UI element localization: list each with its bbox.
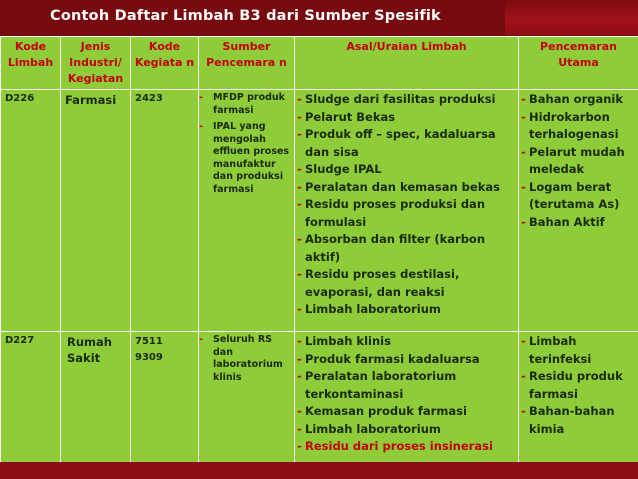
- row-asal: [295, 332, 519, 466]
- pencemaran-list: [519, 90, 638, 231]
- list-item: - Residu proses produksi dan formulasi: [297, 196, 514, 231]
- list-item: - Bahan organik: [521, 91, 635, 109]
- page-title: Contoh Daftar Limbah B3 dari Sumber Spesifik: [50, 8, 441, 24]
- list-item: - Pelarut mudah meledak: [521, 144, 635, 179]
- header-pencemaran-utama: Pencemaran Utama: [519, 37, 638, 90]
- title-bar: [0, 0, 638, 36]
- header-sumber-pencemaran: Sumber Pencemara n: [199, 37, 295, 90]
- list-item: - Peralatan laboratorium terkontaminasi: [297, 368, 514, 403]
- sumber-list: [199, 90, 294, 196]
- header-jenis-industri: Jenis Industri/ Kegiatan: [61, 37, 131, 90]
- list-item: - Produk off – spec, kadaluarsa dan sisa: [297, 126, 514, 161]
- table-row: [1, 90, 638, 332]
- list-item: - Limbah laboratorium: [297, 301, 514, 319]
- list-item: - Hidrokarbon terhalogenasi: [521, 109, 635, 144]
- list-item: - Limbah laboratorium: [297, 421, 514, 439]
- list-item: - Seluruh RS dan laboratorium klinis: [199, 334, 292, 384]
- sumber-list: [199, 332, 294, 384]
- list-item: - Limbah klinis: [297, 333, 514, 351]
- list-item: - Pelarut Bekas: [297, 109, 514, 127]
- list-item: - Sludge IPAL: [297, 161, 514, 179]
- waste-table-container: [0, 36, 638, 462]
- list-item: - IPAL yang mengolah effluen proses manufaktur dan produksi farmasi: [199, 121, 292, 196]
- row-kode-kegiatan: 2423: [131, 90, 199, 332]
- list-item: - Absorban dan filter (karbon aktif): [297, 231, 514, 266]
- row-sumber: [199, 332, 295, 466]
- asal-list: [295, 90, 518, 319]
- row-pencemaran: [519, 90, 638, 332]
- table-row: [1, 332, 638, 466]
- row-jenis: Rumah Sakit: [61, 332, 131, 466]
- list-item: - Logam berat (terutama As): [521, 179, 635, 214]
- header-kode-limbah: Kode Limbah: [1, 37, 61, 90]
- row-sumber: [199, 90, 295, 332]
- list-item: - Residu dari proses insinerasi: [297, 438, 514, 456]
- list-item: - Residu proses destilasi, evaporasi, dan reaksi: [297, 266, 514, 301]
- header-asal-uraian: Asal/Uraian Limbah: [295, 37, 519, 90]
- row-kode: D227: [1, 332, 61, 466]
- list-item: - Kemasan produk farmasi: [297, 403, 514, 421]
- list-item: - MFDP produk farmasi: [199, 92, 292, 117]
- row-kode-kegiatan: 7511 9309: [131, 332, 199, 466]
- row-jenis: Farmasi: [61, 90, 131, 332]
- list-item: - Sludge dari fasilitas produksi: [297, 91, 514, 109]
- list-item: - Bahan-bahan kimia: [521, 403, 635, 438]
- header-kode-kegiatan: Kode Kegiata n: [131, 37, 199, 90]
- list-item: - Produk farmasi kadaluarsa: [297, 351, 514, 369]
- list-item: - Residu produk farmasi: [521, 368, 635, 403]
- row-pencemaran: [519, 332, 638, 466]
- list-item: - Limbah terinfeksi: [521, 333, 635, 368]
- waste-table: [0, 36, 638, 466]
- row-kode: D226: [1, 90, 61, 332]
- asal-list: [295, 332, 518, 456]
- row-asal: [295, 90, 519, 332]
- table-header-row: [1, 37, 638, 90]
- bottom-bar: [0, 462, 638, 479]
- pencemaran-list: [519, 332, 638, 438]
- list-item: - Peralatan dan kemasan bekas: [297, 179, 514, 197]
- list-item: - Bahan Aktif: [521, 214, 635, 232]
